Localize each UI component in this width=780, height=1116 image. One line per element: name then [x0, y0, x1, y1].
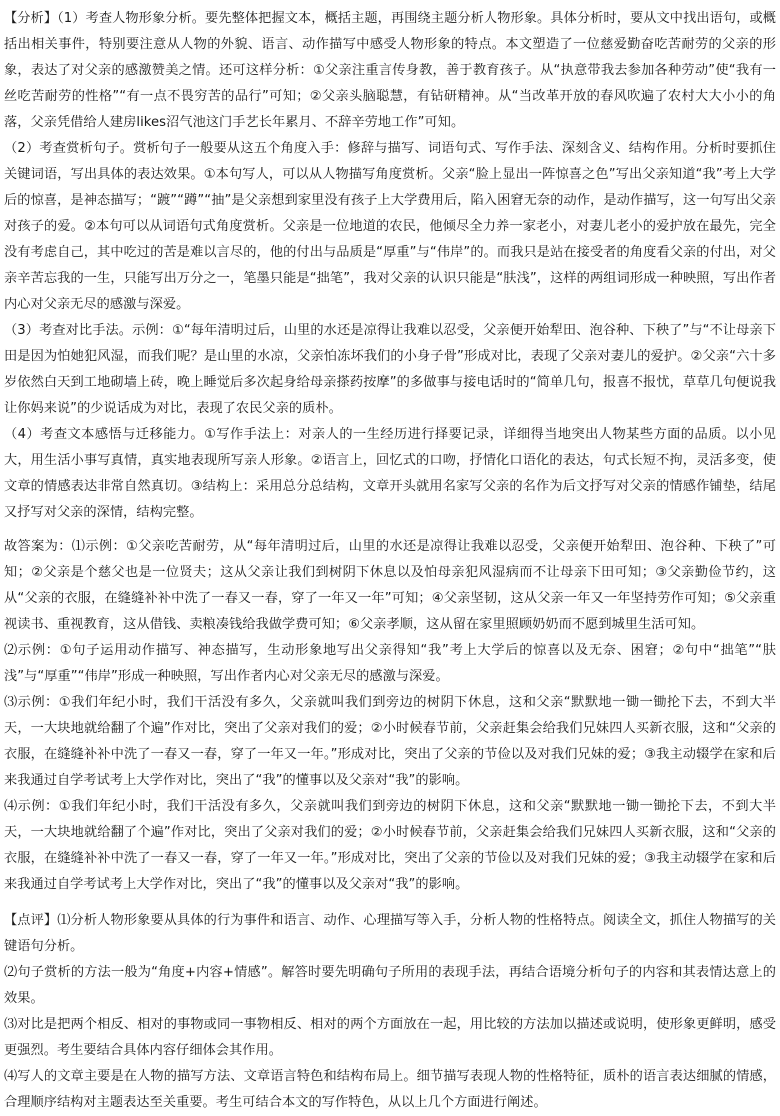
analysis-section	[4, 6, 776, 526]
comment-part-1: 【点评】⑴分析人物形象要从具体的行为事件和语言、动作、心理描写等入手，分析人物的性格特点。阅读全文，抓住人物描写的关键语句分析。	[4, 913, 776, 954]
comment-part-2: ⑵句子赏析的方法一般为“角度+内容+情感”。解答时要先明确句子所用的表现手法，再结合语境分析句子的内容和其表情达意上的效果。	[4, 965, 776, 1006]
analysis-part-3: （3）考查对比手法。示例：①“每年清明过后，山里的水还是凉得让我难以忍受，父亲便开始犁田、泡谷种、下秧了”与“不让母亲下田是因为怕她犯风湿，而我们呢？是山里的水凉，父亲怕冻坏我们的小身子骨”形成对比，表现了父亲对妻儿的爱护。②父亲“六十多岁依然白天到工地砌墙上砖，晚上睡觉后多次起身给母亲搽药按摩”的多做事与接电话时的“简单几句，报喜不报忧，草草几句便说我让你妈来说”的少说话成为对比，表现了农民父亲的质朴。	[4, 323, 776, 416]
section-gap	[4, 526, 776, 534]
answer-part-3: ⑶示例：①我们年纪小时，我们干活没有多久，父亲就叫我们到旁边的树阴下休息，这和父亲“默默地一锄一锄抡下去，不到大半天，一大块地就给翻了个遍”作对比，突出了父亲对我们的爱；②小时候春节前，父亲赶集会给我们兄妹四人买新衣服，这和“父亲的衣服，在缝缝补补中洗了一春又一春，穿了一年又一年。”形成对比，突出了父亲的节俭以及对我们兄妹的爱；③我主动辍学在家和后来我通过自学考试考上大学作对比，突出了“我”的懂事以及父亲对“我”的影响。	[4, 695, 776, 788]
answer-part-4: ⑷示例：①我们年纪小时，我们干活没有多久，父亲就叫我们到旁边的树阴下休息，这和父亲“默默地一锄一锄抡下去，不到大半天，一大块地就给翻了个遍”作对比，突出了父亲对我们的爱；②小时候春节前，父亲赶集会给我们兄妹四人买新衣服，这和“父亲的衣服，在缝缝补补中洗了一春又一春，穿了一年又一年。”形成对比，突出了父亲的节俭以及对我们兄妹的爱；③我主动辍学在家和后来我通过自学考试考上大学作对比，突出了“我”的懂事以及父亲对“我”的影响。	[4, 799, 776, 892]
section-gap	[4, 898, 776, 908]
comment-section	[4, 908, 776, 1116]
analysis-part-4: （4）考查文本感悟与迁移能力。①写作手法上：对亲人的一生经历进行择要记录，详细得当地突出人物某些方面的品质。以小见大，用生活小事写真情，真实地表现所写亲人形象。②语言上，回忆式的口吻，抒情化口语化的表达，句式长短不拘，灵活多变，使文章的情感表达非常自然真切。③结构上：采用总分总结构，文章开头就用名家写父亲的名作为后文抒写对父亲的情感作铺垫，结尾又抒写对父亲的深情，结构完整。	[4, 427, 776, 520]
answer-section	[4, 534, 776, 898]
comment-part-3: ⑶对比是把两个相反、相对的事物或同一事物相反、相对的两个方面放在一起，用比较的方法加以描述或说明，使形象更鲜明，感受更强烈。考生要结合具体内容仔细体会其作用。	[4, 1017, 776, 1058]
answer-part-2: ⑵示例：①句子运用动作描写、神态描写，生动形象地写出父亲得知“我”考上大学后的惊喜以及无奈、困窘；②句中“拙笔”“肤浅”与“厚重”“伟岸”形成一种映照，写出作者内心对父亲无尽的感激与深爱。	[4, 643, 776, 684]
analysis-part-1: 【分析】（1）考查人物形象分析。要先整体把握文本，概括主题，再围绕主题分析人物形象。具体分析时，要从文中找出语句，或概括出相关事件，特别要注意从人物的外貌、语言、动作描写中感受人物形象的特点。本文塑造了一位慈爱勤奋吃苦耐劳的父亲的形象，表达了对父亲的感激赞美之情。还可这样分析：①父亲注重言传身教，善于教育孩子。从“执意带我去参加各种劳动”使“我有一丝吃苦耐劳的性格”“有一点不畏穷苦的品行”可知；②父亲头脑聪慧，有钻研精神。从“当改革开放的春风吹遍了农村大大小小的角落，父亲凭借给人建房likes沼气池这门手艺长年累月、不辞辛劳地工作”可知。	[4, 11, 776, 130]
analysis-part-2: （2）考查赏析句子。赏析句子一般要从这五个角度入手：修辞与描写、词语句式、写作手法、深刻含义、结构作用。分析时要抓住关键词语，写出具体的表达效果。①本句写人，可以从人物描写角度赏析。父亲“脸上显出一阵惊喜之色”写出父亲知道“我”考上大学后的惊喜，是神态描写；“踱”“蹲”“抽”是父亲想到家里没有孩子上大学费用后，陷入困窘无奈的动作，是动作描写，这一句写出父亲对孩子的爱。②本句可以从词语句式角度赏析。父亲是一位地道的农民，他倾尽全力养一家老小，对妻儿老小的爱护放在最先，完全没有考虑自己，其中吃过的苦是难以言尽的，他的付出与品质是“厚重”与“伟岸”的。而我只是站在接受者的角度看父亲的付出，对父亲辛苦忘我的一生，只能写出万分之一，笔墨只能是“拙笔”，我对父亲的认识只能是“肤浅”，这样的两组词形成一种映照，写出作者内心对父亲无尽的感激与深爱。	[4, 141, 776, 312]
answer-part-1: 故答案为：⑴示例：①父亲吃苦耐劳，从“每年清明过后，山里的水还是凉得让我难以忍受，父亲便开始犁田、泡谷种、下秧了”可知；②父亲是个慈父也是一位贤夫；这从父亲让我们到树阴下休息以及怕母亲犯风湿病而不让母亲下田可知；③父亲勤俭节约，这从“父亲的衣服，在缝缝补补中洗了一春又一春，穿了一年又一年”可知；④父亲坚韧，这从父亲一年又一年坚持劳作可知；⑤父亲重视读书、重视教育，这从借钱、卖粮凑钱给我做学费可知；⑥父亲孝顺，这从留在家里照顾奶奶而不愿到城里生活可知。	[4, 539, 776, 632]
comment-part-4: ⑷写人的文章主要是在人物的描写方法、文章语言特色和结构布局上。细节描写表现人物的性格特征，质朴的语言表达细腻的情感，合理顺序结构对主题表达至关重要。考生可结合本文的写作特色，从以上几个方面进行阐述。	[4, 1069, 776, 1110]
